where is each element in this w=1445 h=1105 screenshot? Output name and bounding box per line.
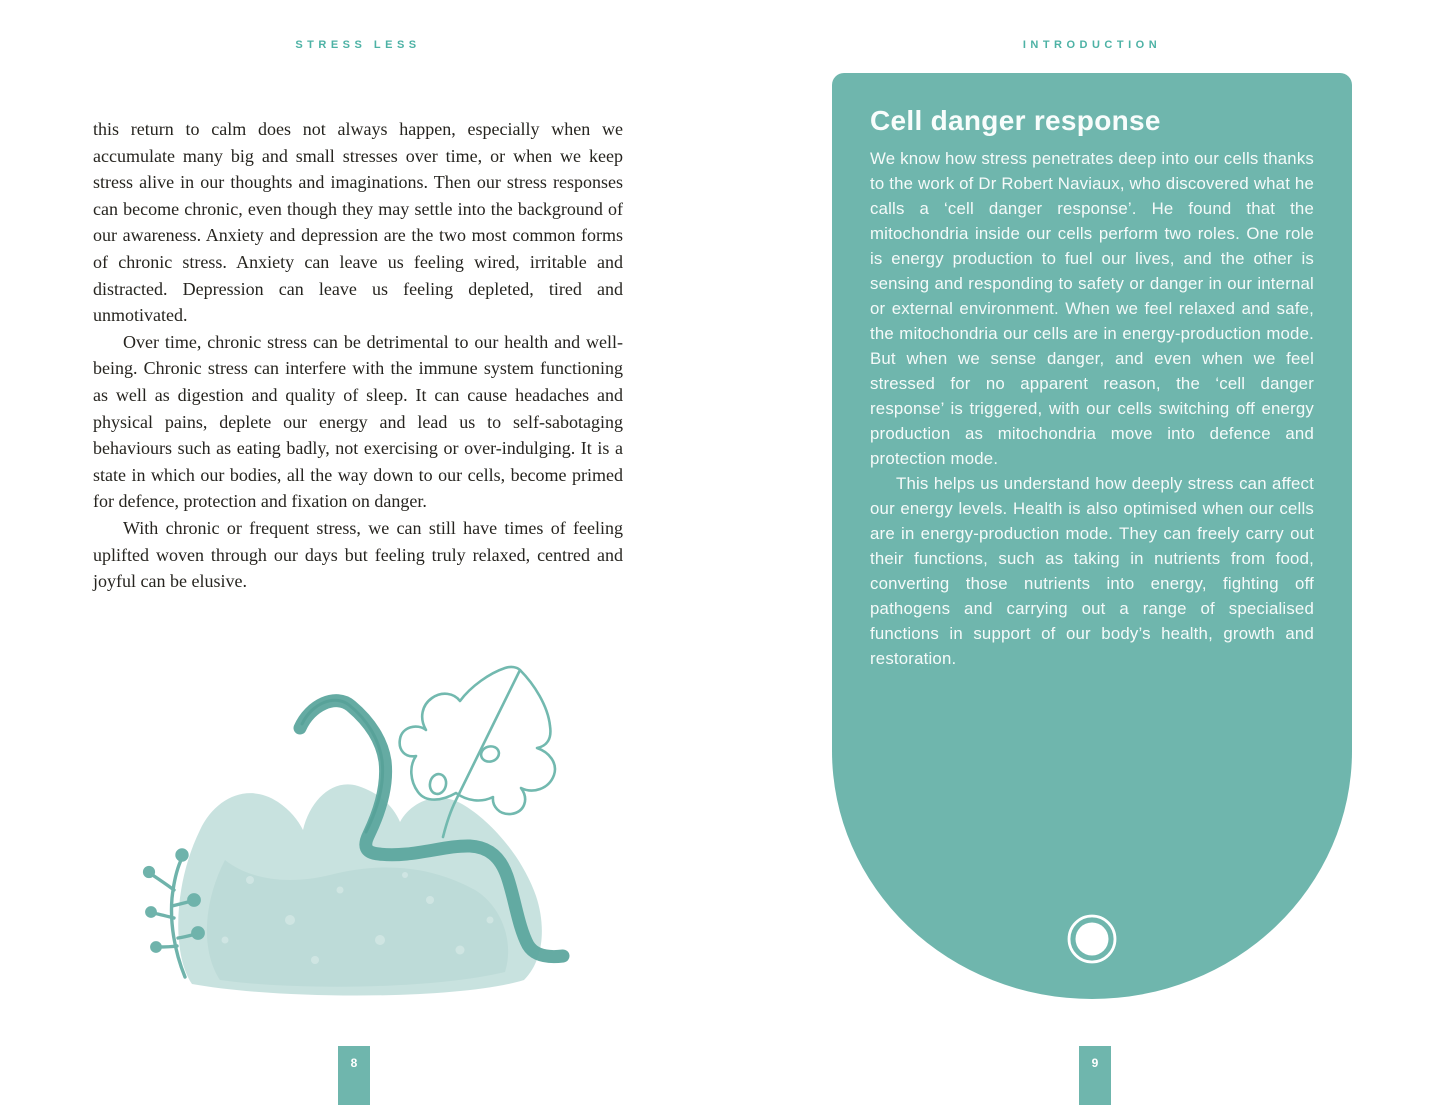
panel-heading: Cell danger response <box>870 105 1161 136</box>
left-paragraph-3: With chronic or frequent stress, we can still have times of feeling uplifted woven through our days but feeling truly relaxed, centred and joyful can be elusive. <box>93 517 623 592</box>
left-paragraph-1: this return to calm does not always happen, especially when we accumulate many big and small stresses over time, or when we keep stress alive in our thoughts and imaginations. Then our stress responses can become chronic, even though they may settle into the background of our awareness. Anxiety and depression are the two most common forms of chronic stress. Anxiety can leave us feeling wired, irritable and distracted. Depression can leave us feeling depleted, tired and unmotivated. <box>93 119 623 326</box>
left-body-text <box>93 116 623 595</box>
left-paragraph-2: Over time, chronic stress can be detrimental to our health and well-being. Chronic stress can interfere with the immune system functioning as well as digestion and quality of sleep. It can cause headaches and physical pains, deplete our energy and lead us to self-sabotaging behaviours such as eating badly, not exercising or over-indulging. It is a state in which our bodies, all the way down to our cells, become primed for defence, protection and fixation on danger. <box>93 331 623 512</box>
right-page-number: 9 <box>1091 1056 1099 1070</box>
cell-danger-response-panel <box>832 73 1352 999</box>
cloud-shape <box>178 784 542 995</box>
right-page-number-tab <box>1079 1046 1111 1105</box>
circle-ornament-icon <box>1066 913 1118 965</box>
left-page-number-tab <box>338 1046 370 1105</box>
panel-paragraph-1: We know how stress penetrates deep into our cells thanks to the work of Dr Robert Naviaux, who discovered what he calls a ‘cell danger response’. He found that the mitochondria inside our cells perform two roles. One role is energy production to fuel our lives, and the other is sensing and responding to safety or danger in our internal or external environment. When we feel relaxed and safe, the mitochondria our cells are in energy-production mode. But when we sense danger, and even when we feel stressed for no apparent reason, the ‘cell danger response’ is triggered, with our cells switching off energy production as mitochondria move into defence and protection mode. <box>870 149 1314 469</box>
cloud-leaf-illustration <box>130 650 570 1006</box>
left-page-number: 8 <box>350 1056 358 1070</box>
panel-paragraph-2: This helps us understand how deeply stress can affect our energy levels. Health is also optimised when our cells are in energy-production mode. They can freely carry out their functions, such as taking in nutrients from food, converting those nutrients into energy, fighting off pathogens and carrying out a range of specialised functions in support of our body’s health, growth and restoration. <box>870 474 1314 669</box>
right-running-head: INTRODUCTION <box>1022 39 1162 51</box>
left-running-head: STRESS LESS <box>295 39 421 51</box>
